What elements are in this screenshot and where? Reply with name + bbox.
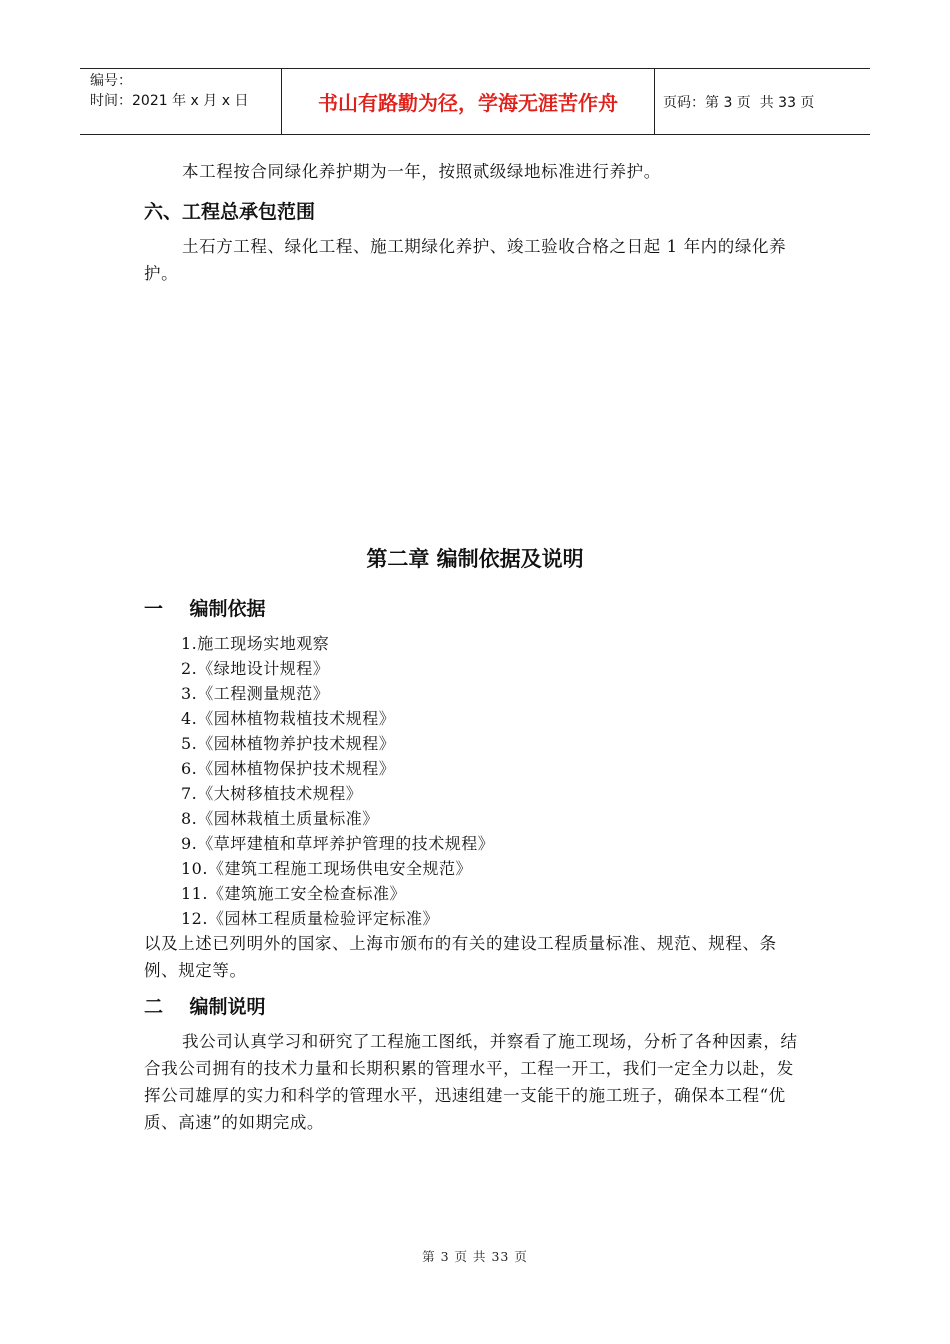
list-item: 10.《建筑工程施工现场供电安全规范》 (181, 859, 472, 878)
page-footer: 第 3 页 共 33 页 (422, 1249, 528, 1264)
list-item: 4.《园林植物栽植技术规程》 (181, 709, 396, 728)
list-item: 8.《园林栽植土质量标准》 (181, 809, 379, 828)
notes-paragraph: 我公司认真学习和研究了工程施工图纸，并察看了施工现场，分析了各种因素，结合我公司拥有的技术力量和长期积累的管理水平，工程一开工，我们一定全力以赴，发挥公司雄厚的实力和科学的管理水平，迅速组建一支能干的施工班子，确保本工程“优质、高速”的如期完成。 (144, 1032, 798, 1132)
page-header (80, 68, 870, 135)
header-page-info (655, 69, 870, 134)
list-item: 11.《建筑施工安全检查标准》 (181, 884, 406, 903)
section-heading-notes: 二 编制说明 (144, 996, 266, 1018)
list-item: 7.《大树移植技术规程》 (181, 784, 363, 803)
list-item: 12.《园林工程质量检验评定标准》 (181, 909, 439, 928)
header-page-info-text: 页码：第 3 页 共 33 页 (663, 94, 815, 111)
chapter-title: 第二章 编制依据及说明 (366, 547, 584, 571)
list-item: 9.《草坪建植和草坪养护管理的技术规程》 (181, 834, 495, 853)
maintenance-paragraph: 本工程按合同绿化养护期为一年，按照贰级绿地标准进行养护。 (182, 162, 661, 181)
list-item: 3.《工程测量规范》 (181, 684, 330, 703)
list-item: 5.《园林植物养护技术规程》 (181, 734, 396, 753)
header-motto: 书山有路勤为径，学海无涯苦作舟 (282, 69, 655, 134)
scope-paragraph: 土石方工程、绿化工程、施工期绿化养护、竣工验收合格之日起 1 年内的绿化养护。 (144, 237, 787, 283)
header-meta (80, 69, 282, 134)
list-item: 2.《绿地设计规程》 (181, 659, 330, 678)
list-item: 6.《园林植物保护技术规程》 (181, 759, 396, 778)
section-heading-basis: 一 编制依据 (144, 598, 266, 620)
document-number-label: 编号： (90, 73, 132, 89)
document-date: 时间：2021 年 x 月 x 日 (90, 93, 249, 109)
section-heading-scope: 六、工程总承包范围 (144, 201, 316, 223)
list-item: 1.施工现场实地观察 (181, 634, 330, 653)
basis-closing-paragraph: 以及上述已列明外的国家、上海市颁布的有关的建设工程质量标准、规范、规程、条例、规定等。 (144, 934, 777, 980)
basis-list (181, 631, 494, 931)
